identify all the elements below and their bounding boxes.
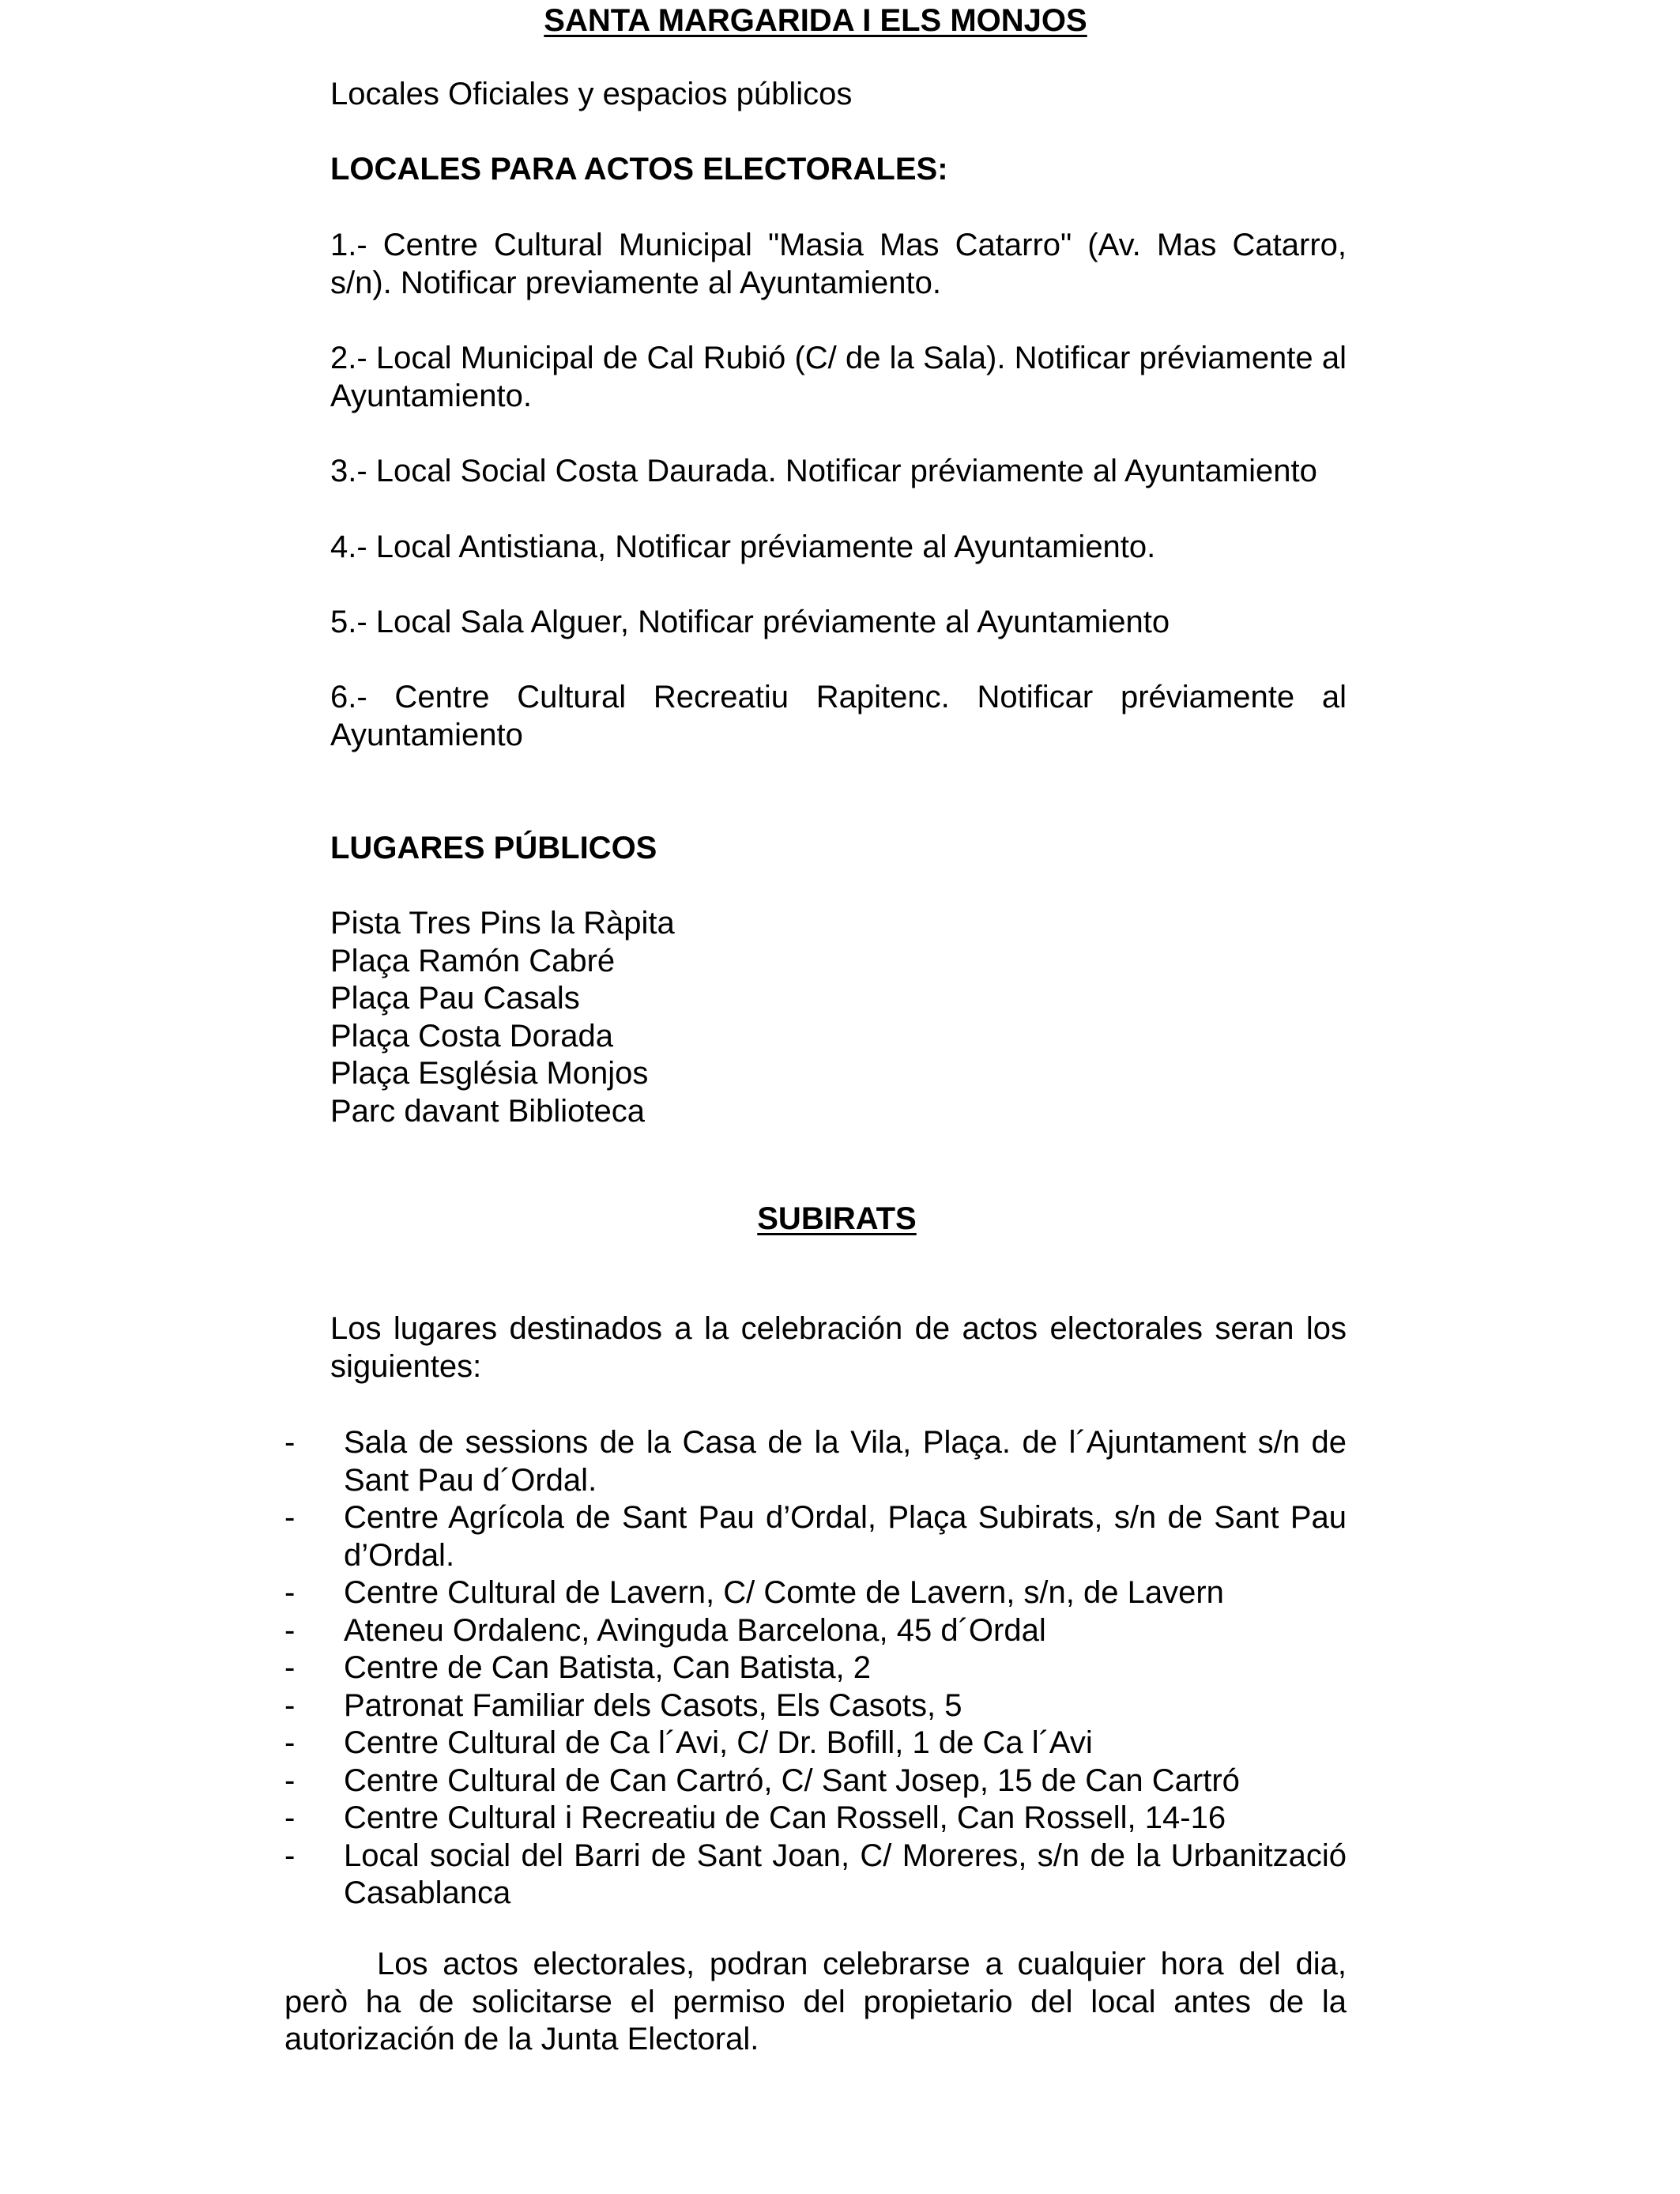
local-item-1: 1.- Centre Cultural Municipal "Masia Mas Catarro" (Av. Mas Catarro, s/n). Notificar previamente al Ayuntamiento. <box>330 228 1347 300</box>
dash-marker: - <box>284 1650 296 1685</box>
list-item <box>284 1424 1347 1499</box>
list-item-text: Patronat Familiar dels Casots, Els Casots, 5 <box>344 1687 962 1723</box>
lugares-list <box>330 905 1347 1130</box>
dash-marker: - <box>284 1612 296 1648</box>
list-item <box>284 1649 1347 1687</box>
local-item-5: 5.- Local Sala Alguer, Notificar préviamente al Ayuntamiento <box>330 605 1170 639</box>
list-item-text: Ateneu Ordalenc, Avinguda Barcelona, 45 d´Ordal <box>344 1612 1046 1648</box>
lugares-heading: LUGARES PÚBLICOS <box>330 831 657 865</box>
section-title-santa-margarida: SANTA MARGARIDA I ELS MONJOS <box>544 3 1087 38</box>
subirats-intro: Los lugares destinados a la celebración de actos electorales seran los siguientes: <box>330 1311 1347 1384</box>
locales-heading: LOCALES PARA ACTOS ELECTORALES: <box>330 152 948 187</box>
local-item-2: 2.- Local Municipal de Cal Rubió (C/ de la Sala). Notificar préviamente al Ayuntamiento. <box>330 341 1347 413</box>
list-item-text: Centre Cultural de Can Cartró, C/ Sant Josep, 15 de Can Cartró <box>344 1762 1240 1798</box>
closing-paragraph: Los actos electorales, podran celebrarse a cualquier hora del dia, però ha de solicitarse el permiso del propietario del local antes de la autorización de la Junta Electoral. <box>284 1947 1347 2056</box>
dash-marker: - <box>284 1500 296 1535</box>
dash-marker: - <box>284 1800 296 1835</box>
list-item: Plaça Costa Dorada <box>330 1018 613 1054</box>
dash-marker: - <box>284 1687 296 1723</box>
local-item-6: 6.- Centre Cultural Recreatiu Rapitenc. Notificar préviamente al Ayuntamiento <box>330 680 1347 752</box>
subirats-list <box>284 1424 1347 1913</box>
dash-marker: - <box>284 1762 296 1798</box>
list-item: Parc davant Biblioteca <box>330 1093 646 1129</box>
list-item <box>284 1800 1347 1838</box>
list-item-text: Centre de Can Batista, Can Batista, 2 <box>344 1650 872 1685</box>
section-intro: Locales Oficiales y espacios públicos <box>330 77 853 111</box>
list-item <box>284 1725 1347 1762</box>
list-item <box>284 1838 1347 1913</box>
dash-marker: - <box>284 1838 296 1873</box>
list-item-text: Centre Agrícola de Sant Pau d’Ordal, Plaça Subirats, s/n de Sant Pau d’Ordal. <box>344 1500 1347 1573</box>
list-item: Plaça Ramón Cabré <box>330 943 616 978</box>
local-item-4: 4.- Local Antistiana, Notificar préviamente al Ayuntamiento. <box>330 530 1156 564</box>
list-item-text: Centre Cultural i Recreatiu de Can Rossell, Can Rossell, 14-16 <box>344 1800 1226 1835</box>
list-item <box>284 1762 1347 1800</box>
list-item-text: Centre Cultural de Ca l´Avi, C/ Dr. Bofill, 1 de Ca l´Avi <box>344 1725 1093 1760</box>
dash-marker: - <box>284 1725 296 1760</box>
list-item-text: Local social del Barri de Sant Joan, C/ Moreres, s/n de la Urbanització Casablanca <box>344 1838 1347 1910</box>
list-item-text: Sala de sessions de la Casa de la Vila, Plaça. de l´Ajuntament s/n de Sant Pau d´Ordal. <box>344 1425 1347 1498</box>
list-item <box>284 1499 1347 1574</box>
list-item: Plaça Pau Casals <box>330 981 580 1016</box>
list-item: Pista Tres Pins la Ràpita <box>330 906 675 941</box>
list-item <box>284 1612 1347 1650</box>
dash-marker: - <box>284 1425 296 1460</box>
local-item-3: 3.- Local Social Costa Daurada. Notificar préviamente al Ayuntamiento <box>330 454 1317 488</box>
list-item <box>284 1574 1347 1612</box>
dash-marker: - <box>284 1575 296 1610</box>
list-item <box>284 1687 1347 1725</box>
list-item-text: Centre Cultural de Lavern, C/ Comte de Lavern, s/n, de Lavern <box>344 1575 1224 1610</box>
list-item: Plaça Església Monjos <box>330 1056 649 1091</box>
section-title-subirats: SUBIRATS <box>757 1201 917 1236</box>
